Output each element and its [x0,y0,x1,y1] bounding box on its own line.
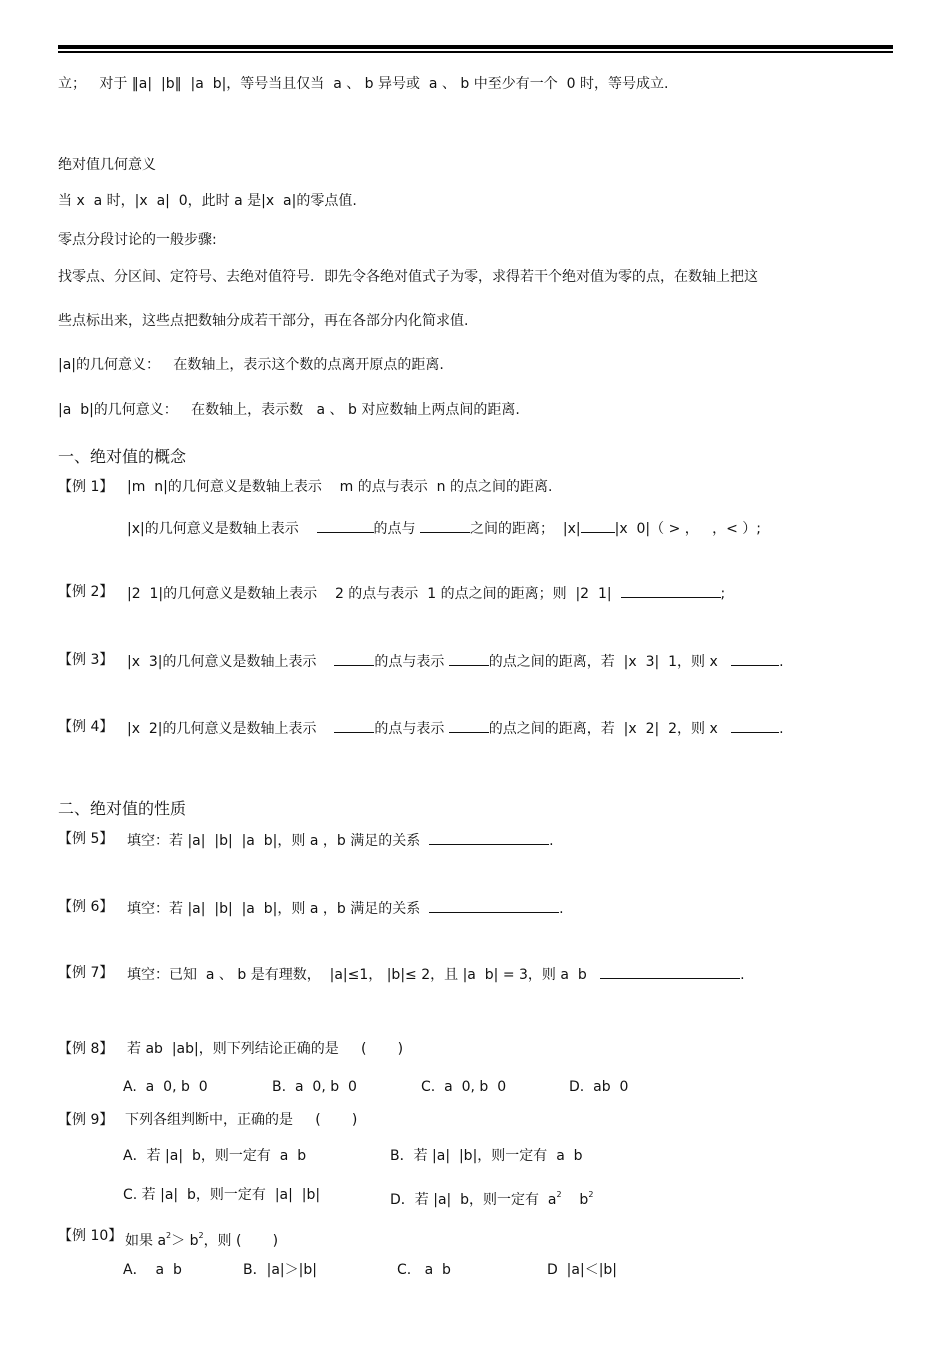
answer-blank[interactable] [600,964,740,979]
example-1-line-1: |m n|的几何意义是数轴上表示 m 的点与表示 n 的点之间的距离. [127,479,553,495]
example-5-line: 填空：若 |a| |b| |a b|，则 a ，b 满足的关系 . [127,830,554,850]
header-rule-thick [58,45,893,49]
steps-line-1: 找零点、分区间、定符号、去绝对值符号．即先令各绝对值式子为零，求得若干个绝对值为零的点，在数轴上把这 [58,269,758,285]
answer-blank[interactable] [581,518,615,533]
answer-blank[interactable] [731,718,779,733]
example-8-question: 若 ab |ab|，则下列结论正确的是 ( ) [127,1041,404,1057]
zero-point-line: 当 x a 时，|x a| 0，此时 a 是|x a|的零点值. [58,193,357,209]
example-10-option-c[interactable]: C. a b [397,1262,451,1278]
intro-line-1: 立； 对于 ‖a| |b‖ |a b|，等号当且仅当 a 、 b 异号或 a 、 b 中至少有一个 0 时，等号成立. [58,76,669,92]
example-3-line: |x 3|的几何意义是数轴上表示 的点与表示 的点之间的距离，若 |x 3| 1，则 x . [127,651,784,671]
example-10-tag: 【例 10】 [58,1228,123,1244]
example-10-option-b[interactable]: B．|a|＞|b| [243,1262,317,1278]
example-1-line-2: |x|的几何意义是数轴上表示 的点与 之间的距离； |x| |x 0|（ > ， ，< ）; [127,518,761,538]
section-2-title: 二、绝对值的性质 [58,799,187,818]
example-9-option-a[interactable]: A．若 |a| b，则一定有 a b [123,1148,307,1164]
answer-blank[interactable] [317,518,374,533]
example-5-tag: 【例 5】 [58,831,114,847]
section-1-title: 一、绝对值的概念 [58,447,187,466]
example-9-option-d[interactable]: D．若 |a| b，则一定有 $a^2$ $b^2$ [390,1190,594,1208]
example-9-tag: 【例 9】 [58,1112,114,1128]
answer-blank[interactable] [731,651,779,666]
answer-blank[interactable] [449,718,489,733]
example-2-tag: 【例 2】 [58,584,114,600]
example-8-option-d[interactable]: D. ab 0 [569,1079,629,1095]
example-6-line: 填空：若 |a| |b| |a b|，则 a ，b 满足的关系 . [127,898,564,918]
example-7-tag: 【例 7】 [58,965,114,981]
answer-blank[interactable] [334,718,374,733]
steps-line-2: 些点标出来，这些点把数轴分成若干部分，再在各部分内化简求值. [58,313,469,329]
answer-blank[interactable] [449,651,489,666]
example-8-tag: 【例 8】 [58,1041,114,1057]
answer-blank[interactable] [429,830,549,845]
example-9-option-b[interactable]: B．若 |a| |b|，则一定有 a b [390,1148,583,1164]
answer-blank[interactable] [621,583,721,598]
example-1-tag: 【例 1】 [58,479,114,495]
geometric-meaning-heading: 绝对值几何意义 [58,157,156,173]
example-7-line: 填空：已知 a 、 b 是有理数， |a|≤1， |b|≤ 2，且 |a b| = 3，则 a b . [127,964,745,984]
example-10-question: 如果 $a^2> b^2$，则 ( ) [125,1231,279,1249]
answer-blank[interactable] [334,651,374,666]
abs-a-b-meaning: |a b|的几何意义： 在数轴上，表示数 a 、 b 对应数轴上两点间的距离. [58,402,520,418]
header-rule-thin [58,51,893,53]
example-4-line: |x 2|的几何意义是数轴上表示 的点与表示 的点之间的距离，若 |x 2| 2，则 x . [127,718,784,738]
example-8-option-a[interactable]: A. a 0, b 0 [123,1079,208,1095]
example-10-option-d[interactable]: D |a|＜|b| [547,1262,618,1278]
example-8-option-c[interactable]: C. a 0, b 0 [421,1079,507,1095]
example-2-line: |2 1|的几何意义是数轴上表示 2 的点与表示 1 的点之间的距离；则 |2 1| ; [127,583,725,603]
answer-blank[interactable] [420,518,470,533]
example-10-option-a[interactable]: A． a b [123,1262,182,1278]
answer-blank[interactable] [429,898,559,913]
example-8-option-b[interactable]: B. a 0, b 0 [272,1079,357,1095]
example-9-option-c[interactable]: C. 若 |a| b，则一定有 |a| |b| [123,1187,321,1203]
example-6-tag: 【例 6】 [58,899,114,915]
example-9-question: 下列各组判断中，正确的是 ( ) [125,1112,358,1128]
example-3-tag: 【例 3】 [58,652,114,668]
abs-a-meaning: |a|的几何意义： 在数轴上，表示这个数的点离开原点的距离. [58,357,444,373]
steps-heading: 零点分段讨论的一般步骤: [58,232,217,248]
example-4-tag: 【例 4】 [58,719,114,735]
